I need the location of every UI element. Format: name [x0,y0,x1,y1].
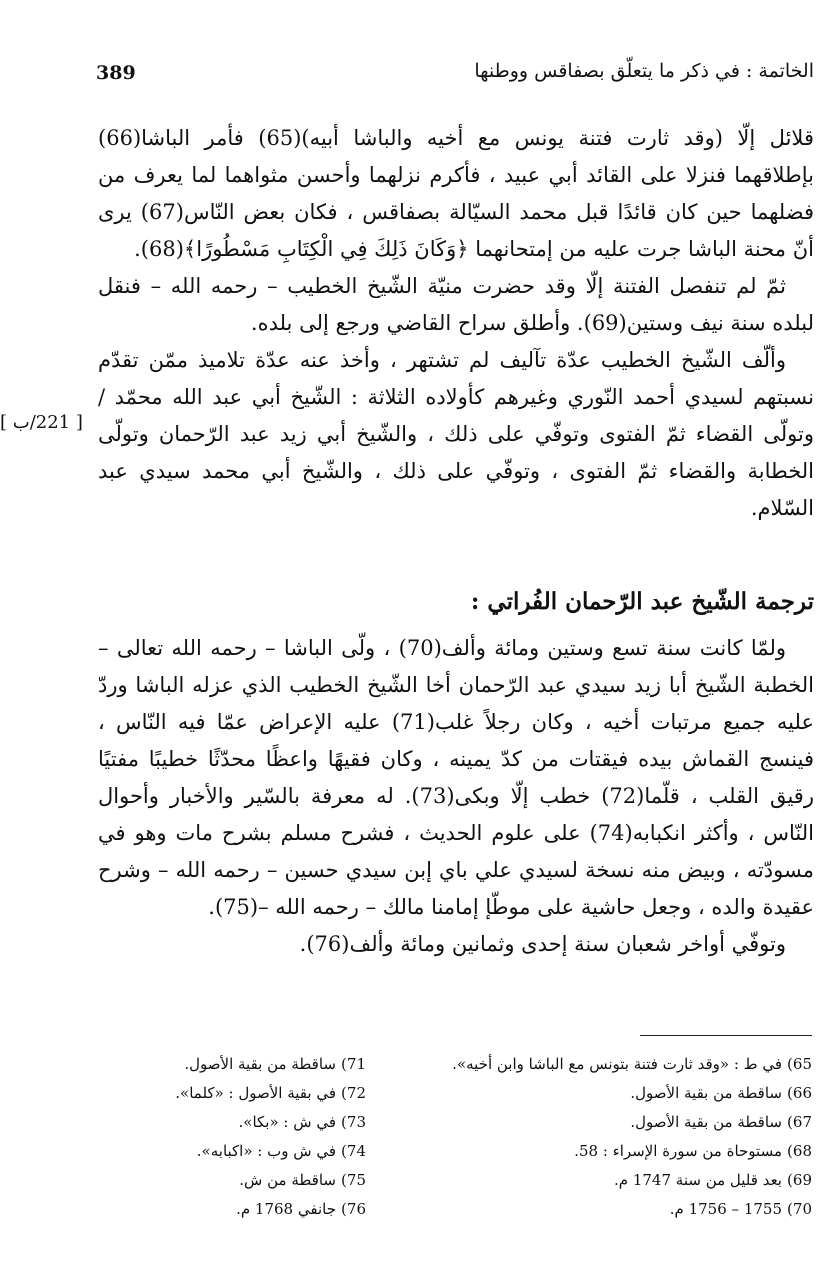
paragraph: وألّف الشّيخ الخطيب عدّة تآليف لم تشتهر ، وأخذ عنه عدّة تلاميذ ممّن تقدّم نسبتهم لسيدي أحمد النّوري وغيرهم كأولاده الثلاثة : الشّيخ أبي عبد الله محمّد / وتولّى القضاء ثمّ الفتوى وتوفّي على ذلك ، والشّيخ أبي زيد عبد الرّحمان وتولّى الخطابة والقضاء ثمّ الفتوى ، وتوفّي على ذلك ، والشّيخ أبي محمد سيدي عبد السّلام. [98,348,814,520]
footnotes-column-right [430,1050,812,1224]
footnote: 65) في ط : «وقد ثارت فتنة بتونس مع الباشا وابن أخيه». [452,1055,812,1073]
page-header [96,58,814,92]
footnote: 76) جانفي 1768 م. [236,1200,366,1218]
section-heading: ترجمة الشّيخ عبد الرّحمان الفُراتي : [470,588,814,615]
footnotes-column-left [130,1050,366,1224]
manuscript-folio-marker: [ 221/ب ] [0,412,83,433]
running-title: الخاتمة : في ذكر ما يتعلّق بصفاقس ووطنها [474,60,814,82]
main-text-top [98,120,814,527]
footnote-divider [640,1035,812,1036]
paragraph: ثمّ لم تنفصل الفتنة إلّا وقد حضرت منيّة الشّيخ الخطيب – رحمه الله – فنقل لبلده سنة نيف وستين(69). وأطلق سراح القاضي ورجع إلى بلده. [98,274,814,335]
main-text-bottom [98,630,814,963]
footnote: 67) ساقطة من بقية الأصول. [630,1113,812,1131]
footnote: 72) في بقية الأصول : «كلما». [175,1084,366,1102]
footnote: 68) مستوحاة من سورة الإسراء : 58. [574,1142,812,1160]
paragraph: قلائل إلّا (وقد ثارت فتنة يونس مع أخيه والباشا أبيه)(65) فأمر الباشا(66) بإطلاقهما فنزلا على القائد أبي عبيد ، فأكرم نزلهما وأحسن مثواهما لما يعرف من فضلهما حين كان قائدًا قبل محمد السيّالة بصفاقس ، فكان بعض النّاس(67) يرى أنّ محنة الباشا جرت عليه من إمتحانهما ﴿وَكَانَ ذَلِكَ فِي الْكِتَابِ مَسْطُورًا﴾(68). [98,126,814,261]
paragraph: وتوفّي أواخر شعبان سنة إحدى وثمانين ومائة وألف(76). [299,932,786,956]
page-number: 389 [96,62,136,84]
paragraph: ولمّا كانت سنة تسع وستين ومائة وألف(70) ، ولّى الباشا – رحمه الله تعالى – الخطبة الشّيخ أبا زيد سيدي عبد الرّحمان أخا الشّيخ الخطيب الذي عزله الباشا وردّ عليه جميع مرتبات أخيه ، وكان رجلاً غلب(71) عليه الإعراض عمّا فيه النّاس ، فينسج القماش بيده فيقتات من كدّ يمينه ، وكان فقيهًا واعظًا محدّثًا خطيبًا مفتيًا رقيق القلب ، قلّما(72) خطب إلّا وبكى(73). له معرفة بالسّير والأخبار وأحوال النّاس ، وأكثر انكبابه(74) على علوم الحديث ، فشرح مسلم بشرح مات وهو في مسودّته ، وبيض منه نسخة لسيدي علي باي إبن سيدي حسين – رحمه الله – وشرح عقيدة والده ، وجعل حاشية على موطّإ إمامنا مالك – رحمه الله –(75). [98,636,814,919]
footnote: 71) ساقطة من بقية الأصول. [184,1055,366,1073]
footnote: 66) ساقطة من بقية الأصول. [630,1084,812,1102]
footnote: 70) 1755 – 1756 م. [669,1200,812,1218]
footnote: 75) ساقطة من ش. [239,1171,366,1189]
footnote: 73) في ش : «بكا». [238,1113,366,1131]
footnote: 74) في ش وب : «اكبابه». [196,1142,366,1160]
footnote: 69) بعد قليل من سنة 1747 م. [614,1171,812,1189]
